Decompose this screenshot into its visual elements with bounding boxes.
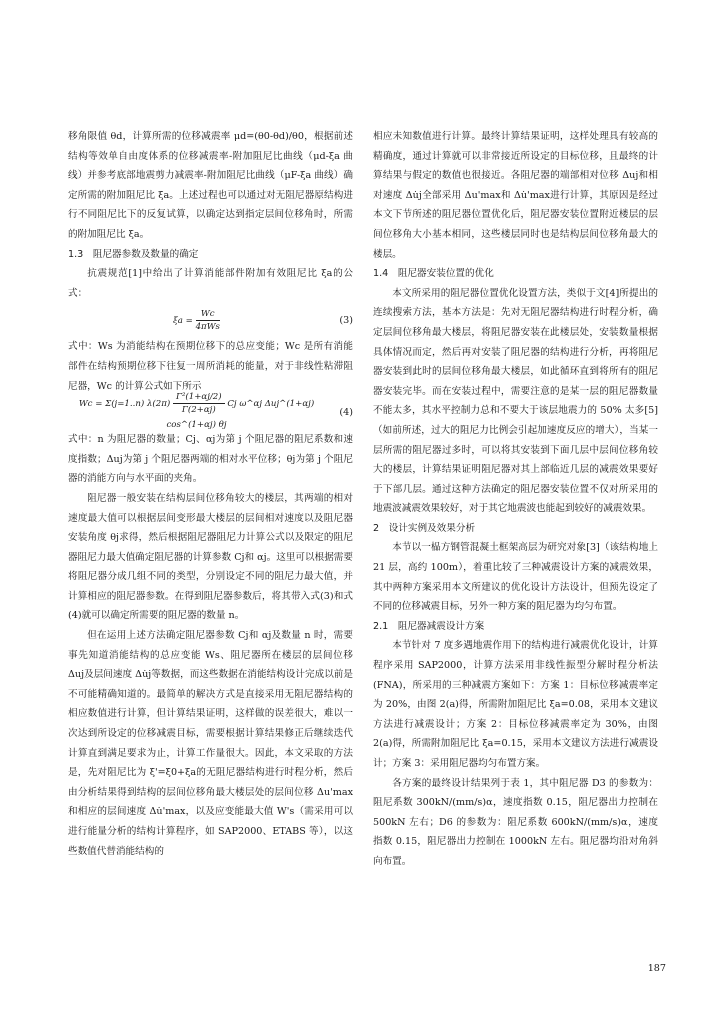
left-column xyxy=(68,127,353,861)
equation-lhs: Wc = Σ(j=1..n) λ(2π) xyxy=(78,398,171,409)
page-number: 187 xyxy=(647,963,666,974)
section-heading-1-4: 1.4 阻尼器安装位置的优化 xyxy=(373,268,494,280)
paragraph: 式中：Ws 为消能结构在预期位移下的总应变能；Wc 是所有消能部件在结构预期位移下往复一周所消耗的能量，对于非线性粘滞阻尼器，Wc 的计算公式如下所示 xyxy=(68,341,353,392)
equation-lhs: ξa = xyxy=(173,315,193,326)
paragraph: 抗震规范[1]中给出了计算消能部件附加有效阻尼比 ξa的公式： xyxy=(68,268,353,299)
paragraph: 式中：n 为阻尼器的数量；Cj、αj为第 j 个阻尼器的阻尼系数和速度指数；Δuj为第 j 个阻尼器两端的相对水平位移；θj为第 j 个阻尼器的消能方向与水平面的夹角。 xyxy=(68,434,353,485)
equation-4 xyxy=(68,391,353,430)
paragraph: 相应未知数值进行计算。最终计算结果证明，这样处理具有较高的精确度，通过计算就可以非常接近所设定的目标位移，且最终的计算结果与假定的数值也很接近。各阻尼器的端部相对位移 Δuj和相对速度 Δu̇j全部采用 Δu'max和 Δu̇'max进行计算，其原因是经过本文下节所述的阻尼器位置优化后，阻尼器安装位置附近楼层的层间位移角大小基本相同，这些楼层同时也是结构层间位移角最大的楼层。 xyxy=(373,131,658,260)
equation-fraction xyxy=(173,391,225,416)
equation-rhs: Cj ω^αj Δuj^(1+αj) cos^(1+αj) θj xyxy=(166,398,315,430)
paragraph: 移角限值 θd，计算所需的位移减震率 μd=(θ0-θd)/θ0，根据前述结构等效单自由度体系的位移减震率-附加阻尼比曲线（μd-ξa 曲线）并参考底部地震剪力减震率-附加阻尼比曲线（μF-ξa 曲线）确定所需的附加阻尼比 ξa。上述过程也可以通过对无阻尼器原结构进行不同阻尼比下的反复试算，以确定达到指定层间位移角时，所需的附加阻尼比 ξa。 xyxy=(68,131,353,240)
paragraph: 本节以一榀方钢管混凝土框架高层为研究对象[3]（该结构地上 21 层，高约 100m），着重比较了三种减震设计方案的减震效果，其中两种方案采用本文所建议的优化设计方法设计，但预先设定了不同的位移减震目标，另外一种方案的阻尼器为均匀布置。 xyxy=(373,542,658,613)
equation-fraction xyxy=(196,308,220,333)
paragraph: 本文所采用的阻尼器位置优化设置方法，类似于文[4]所提出的连续搜索方法，基本方法是：先对无阻尼器结构进行时程分析，确定层间位移角最大楼层，将阻尼器安装在此楼层处，安装数量根据具体情况而定，然后再对安装了阻尼器的结构进行分析，再将阻尼器安装到此时的层间位移角最大楼层，如此循环直到将所有的阻尼器安装完毕。而在安装过程中，需要注意的是某一层的阻尼器数量不能太多，其水平控制力总和不要大于该层地震力的 50% 太多[5]（如前所述，过大的阻尼力比例会引起加速度反应的增大），当某一层所需的阻尼器过多时，可以将其安装到下面几层中层间位移角较大的楼层，计算结果证明阻尼器对其上部临近几层的减震效果要好于下部几层。通过这种方法确定的阻尼器安装位置不仅对所采用的地震波减震效果较好，对于其它地震波也能起到较好的减震效果。 xyxy=(373,287,658,515)
paragraph: 本节针对 7 度多遇地震作用下的结构进行减震优化设计，计算程序采用 SAP2000，计算方法采用非线性振型分解时程分析法(FNA)，所采用的三种减震方案如下：方案 1：目标位移减震率定为 20%，由图 2(a)得，所需附加阻尼比 ξa=0.08，采用本文建议方法进行减震设计；方案 2：目标位移减震率定为 30%，由图 2(a)得，所需附加阻尼比 ξa=0.15，采用本文建议方法进行减震设计；方案 3：采用阻尼器均匀布置方案。 xyxy=(373,640,658,769)
section-heading-2-1: 2.1 阻尼器减震设计方案 xyxy=(373,620,485,632)
equation-number: (4) xyxy=(339,407,353,419)
equation-3 xyxy=(68,303,353,337)
section-heading-1-3: 1.3 阻尼器参数及数量的确定 xyxy=(68,248,199,260)
equation-denominator: Γ(2+αj) xyxy=(181,404,216,415)
paragraph: 各方案的最终设计结果列于表 1，其中阻尼器 D3 的参数为：阻尼系数 300kN/(mm/s)α，速度指数 0.15，阻尼器出力控制在 500kN 左右；D6 的参数为：阻尼系数 600kN/(mm/s)α，速度指数 0.15，阻尼器出力控制在 1000kN 左右。阻尼器均沿对角斜向布置。 xyxy=(373,777,658,867)
equation-number: (3) xyxy=(339,314,353,326)
equation-numerator: Γ²(1+αj/2) xyxy=(173,391,225,404)
equation-denominator: 4πWs xyxy=(195,321,220,332)
section-heading-2: 2 设计实例及效果分析 xyxy=(373,522,476,534)
equation-numerator: Wc xyxy=(196,308,220,321)
right-column xyxy=(373,127,658,872)
paragraph: 阻尼器一般安装在结构层间位移角较大的楼层，其两端的相对速度最大值可以根据层间变形最大楼层的层间相对速度以及阻尼器安装角度 θj求得，然后根据阻尼器阻尼力计算公式以及限定的阻尼器阻尼力最大值确定阻尼器的计算参数 Cj和 αj。这里可以根据需要将阻尼器分成几组不同的类型，分别设定不同的阻尼力最大值，并计算相应的阻尼器参数。在得到阻尼器参数后，将其带入式(3)和式(4)就可以确定所需要的阻尼器的数量 n。 xyxy=(68,492,353,622)
paragraph: 但在运用上述方法确定阻尼器参数 Cj和 αj及数量 n 时，需要事先知道消能结构的总应变能 Ws、阻尼器所在楼层的层间位移 Δuj及层间速度 Δu̇j等数据，而这些数据在消能结构设计完成以前是不可能精确知道的。最简单的解决方式是直接采用无阻尼器结构的相应数值进行计算，但计算结果证明，这样做的误差很大，难以一次达到所设定的位移减震目标，需要根据计算结果修正后继续迭代计算直到满足要求为止，计算工作量很大。因此，本文采取的方法是，先对阻尼比为 ξ'=ξ0+ξa的无阻尼器结构进行时程分析，然后由分析结果得到结构的层间位移角最大楼层处的层间位移 Δu'max和相应的层间速度 Δu̇'max，以及应变能最大值 W's（需采用可以进行能量分析的结构计算程序，如 SAP2000、ETABS 等），以这些数值代替消能结构的 xyxy=(68,630,353,857)
